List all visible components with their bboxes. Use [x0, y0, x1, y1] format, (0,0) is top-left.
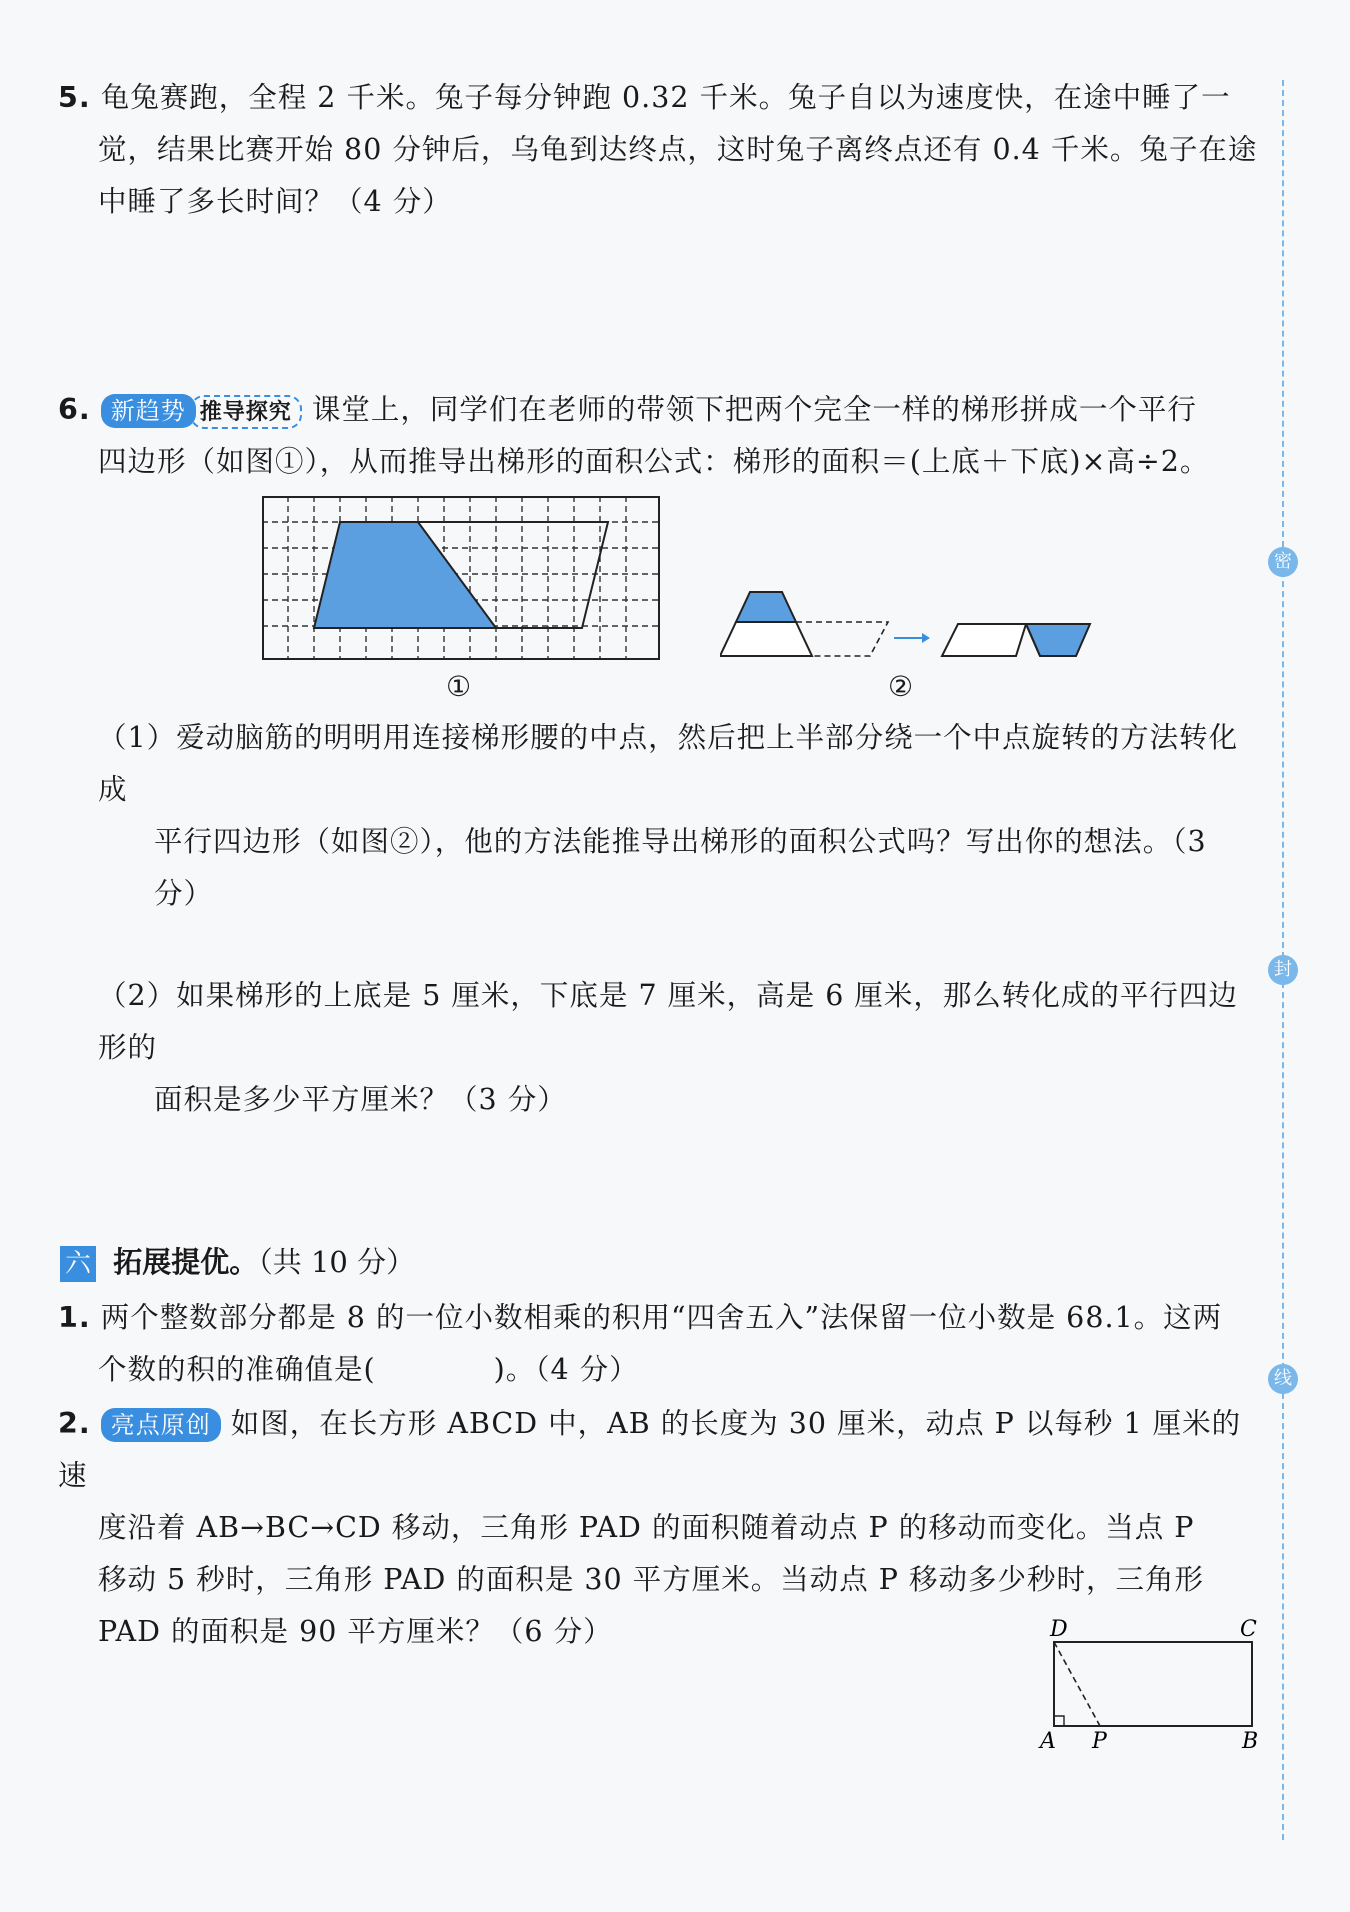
figure-1-label: ①	[446, 670, 472, 703]
label-a: A	[1040, 1729, 1056, 1754]
problem-text-line: PAD 的面积是 90 平方厘米？（6 分）	[98, 1615, 613, 1648]
upper-half-shaded	[736, 592, 796, 622]
seal-mark-1: 密	[1268, 547, 1298, 577]
rectangle-abcd-figure	[1036, 1614, 1266, 1754]
problem-text-line: 度沿着 AB→BC→CD 移动，三角形 PAD 的面积随着动点 P 的移动而变化。当点 P	[98, 1511, 1195, 1544]
problem-text-line: 中睡了多长时间？（4 分）	[98, 185, 452, 218]
sub-question-line: （1）爱动脑筋的明明用连接梯形腰的中点，然后把上半部分绕一个中点旋转的方法转化成	[98, 721, 1239, 806]
section-score: （共 10 分）	[258, 1245, 416, 1279]
sub-question-line: （2）如果梯形的上底是 5 厘米，下底是 7 厘米，高是 6 厘米，那么转化成的平行四边形的	[98, 979, 1238, 1064]
problem-number: 6.	[58, 393, 91, 426]
problem-text-line: 龟兔赛跑，全程 2 千米。兔子每分钟跑 0.32 千米。兔子自以为速度快，在途中睡了一	[100, 81, 1231, 114]
label-d: D	[1050, 1617, 1068, 1642]
parallelogram-shaded	[1026, 624, 1090, 656]
trapezoid-shaded	[314, 522, 496, 628]
problem-number: 5.	[58, 81, 91, 114]
sub-question-2	[98, 970, 1258, 1126]
problem-text-line: 两个整数部分都是 8 的一位小数相乘的积用“四舍五入”法保留一位小数是 68.1。这两	[100, 1301, 1223, 1334]
problem-text-line: 个数的积的准确值是( )。（4 分）	[98, 1353, 639, 1386]
problem-text-line: 如图，在长方形 ABCD 中，AB 的长度为 30 厘米，动点 P 以每秒 1 厘米的速	[58, 1407, 1242, 1492]
lower-half	[720, 622, 812, 656]
label-p: P	[1092, 1729, 1107, 1754]
problem-6	[58, 384, 1258, 488]
original-tag: 亮点原创	[101, 1408, 221, 1442]
section-heading	[60, 1242, 415, 1282]
section-title: 拓展提优。	[113, 1245, 259, 1279]
problem-number: 1.	[58, 1301, 91, 1334]
problem-text-line: 觉，结果比赛开始 80 分钟后，乌龟到达终点，这时兔子离终点还有 0.4 千米。兔子在途	[98, 133, 1258, 166]
new-trend-tag: 新趋势	[101, 394, 196, 428]
extension-problem-1	[58, 1292, 1258, 1396]
sub-question-line: 平行四边形（如图②），他的方法能推导出梯形的面积公式吗？写出你的想法。（3 分）	[154, 825, 1207, 910]
sub-question-line: 面积是多少平方厘米？（3 分）	[154, 1083, 567, 1116]
figure-1-grid	[262, 496, 660, 660]
problem-5	[58, 72, 1258, 228]
parallelogram-left	[942, 624, 1026, 656]
section-badge: 六	[60, 1246, 96, 1282]
seal-mark-2: 封	[1268, 955, 1298, 985]
label-c: C	[1240, 1617, 1257, 1642]
problem-number: 2.	[58, 1407, 91, 1440]
seal-mark-3: 线	[1268, 1364, 1298, 1394]
problem-text-line: 四边形（如图①），从而推导出梯形的面积公式：梯形的面积＝(上底＋下底)×高÷2。	[98, 445, 1210, 478]
figure-2-transform	[720, 590, 1100, 660]
sub-question-1	[98, 712, 1258, 920]
derivation-tag: 推导探究	[190, 395, 302, 429]
figure-2-label: ②	[888, 670, 914, 703]
problem-text-line: 移动 5 秒时，三角形 PAD 的面积是 30 平方厘米。当动点 P 移动多少秒时，三角形	[98, 1563, 1205, 1596]
problem-text-line: 课堂上，同学们在老师的带领下把两个完全一样的梯形拼成一个平行	[311, 393, 1197, 426]
label-b: B	[1242, 1729, 1259, 1754]
